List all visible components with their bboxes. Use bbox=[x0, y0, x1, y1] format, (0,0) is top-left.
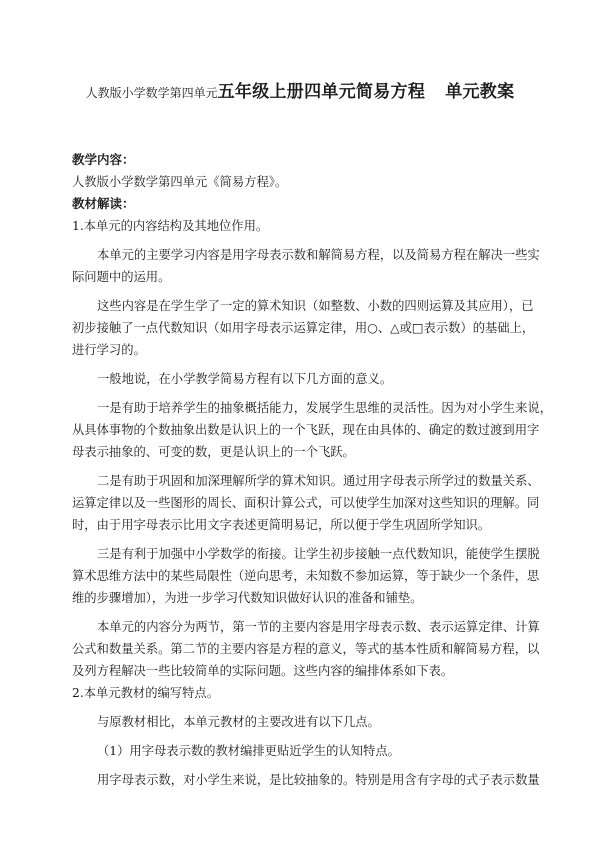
paragraph-line: （1）用字母表示数的教材编排更贴近学生的认知特点。 bbox=[97, 744, 400, 758]
paragraph-line: 及列方程解决一些比较简单的实际问题。这些内容的编排体系如下表。 bbox=[72, 664, 454, 678]
paragraph-line: 一般地说，在小学教学简易方程有以下几方面的意义。 bbox=[97, 372, 393, 386]
paragraph-line: 三是有利于加强中小学数学的衔接。让学生初步接触一点代数知识，能使学生摆脱 bbox=[97, 547, 540, 561]
paragraph-line: 本单元的内容分为两节，第一节的主要内容是用字母表示数、表示运算定律、计算 bbox=[97, 620, 540, 634]
title-main: 五年级上册四单元简易方程 bbox=[217, 82, 426, 102]
paragraph-line: 本单元的主要学习内容是用字母表示数和解简易方程，以及简易方程在解决一些实 bbox=[97, 248, 540, 262]
paragraph-line: 际问题中的运用。 bbox=[72, 270, 171, 284]
paragraph-line: 用字母表示数，对小学生来说，是比较抽象的。特别是用含有字母的式子表示数量 bbox=[97, 773, 540, 787]
heading-material-reading: 教材解读： bbox=[72, 196, 135, 211]
paragraph-line: 与原教材相比，本单元教材的主要改进有以下几点。 bbox=[97, 715, 380, 729]
paragraph-line: 这些内容是在学生学了一定的算术知识（如整数、小数的四则运算及其应用），已 bbox=[97, 299, 534, 313]
document-body bbox=[72, 149, 552, 791]
paragraph-line: 母表示抽象的、可变的数，更是认识上的一个飞跃。 bbox=[72, 445, 355, 459]
title-suffix: 单元教案 bbox=[445, 82, 515, 102]
title-prefix: 人教版小学数学第四单元 bbox=[85, 86, 218, 100]
paragraph-line: 维的步骤增加），为进一步学习代数知识做好认识的准备和铺垫。 bbox=[72, 591, 423, 605]
section-2-heading: 2.本单元教材的编写特点。 bbox=[72, 686, 219, 700]
page-title bbox=[0, 77, 600, 102]
paragraph-line: 公式和数量关系。第二节的主要内容是方程的意义，等式的基本性质和解简易方程，以 bbox=[72, 642, 540, 656]
paragraph-line: 时，由于用字母表示比用文字表述更简明易记，所以便于学生巩固所学知识。 bbox=[72, 518, 491, 532]
heading-teaching-content: 教学内容： bbox=[72, 152, 135, 167]
paragraph-line: 运算定律以及一些图形的周长、面积计算公式，可以使学生加深对这些知识的理解。同 bbox=[72, 496, 540, 510]
teaching-content-text: 人教版小学数学第四单元《简易方程》。 bbox=[72, 175, 288, 189]
paragraph-line: 算术思维方法中的某些局限性（逆向思考，未知数不参加运算，等于缺少一个条件，思 bbox=[72, 569, 540, 583]
paragraph-line: 从具体事物的个数抽象出数是认识上的一个飞跃，现在由具体的、确定的数过渡到用字 bbox=[72, 423, 540, 437]
paragraph-line: 初步接触了一点代数知识（如用字母表示运算定律，用○、△或□表示数）的基础上， bbox=[72, 321, 535, 335]
paragraph-line: 一是有助于培养学生的抽象概括能力，发展学生思维的灵活性。因为对小学生来说， bbox=[97, 401, 552, 415]
paragraph-line: 二是有助于巩固和加深理解所学的算术知识。通过用字母表示所学过的数量关系、 bbox=[97, 474, 540, 488]
paragraph-line: 进行学习的。 bbox=[72, 343, 146, 357]
section-1-heading: 1.本单元的内容结构及其地位作用。 bbox=[72, 219, 269, 233]
